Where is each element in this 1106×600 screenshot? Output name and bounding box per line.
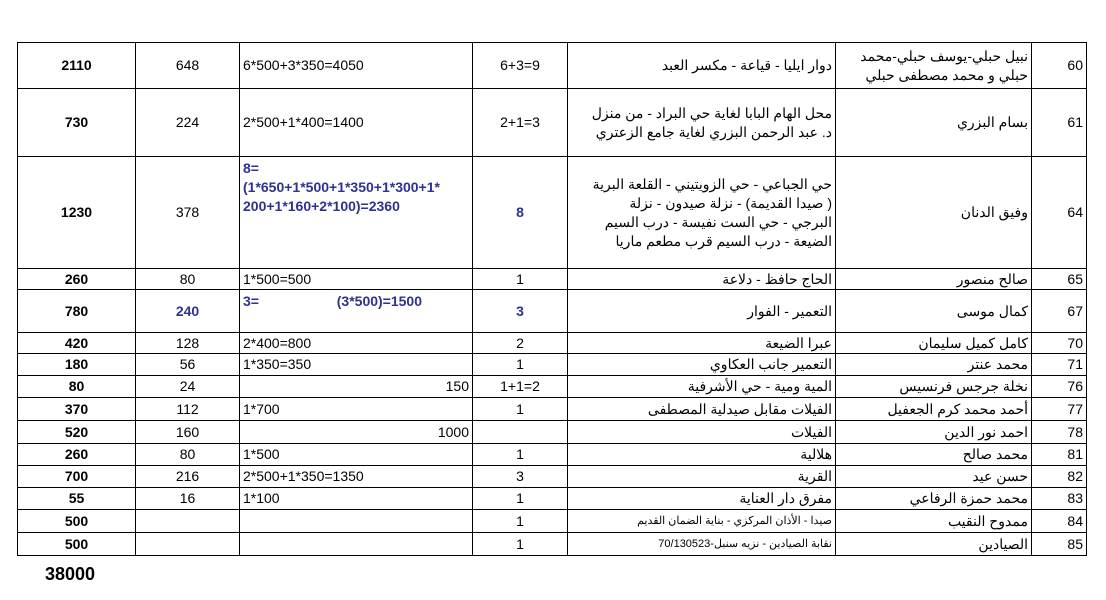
count-cell: 1 [473,354,568,376]
calculation-cell [240,533,473,556]
number-cell: 70 [1032,333,1087,354]
calculation-cell [240,510,473,533]
count-cell: 1 [473,488,568,510]
number-cell: 64 [1032,157,1087,269]
quantity-cell: 24 [136,376,240,398]
grand-total: 38000 [45,564,96,584]
table-row [18,269,1087,290]
count-cell: 1 [473,398,568,421]
calculation-cell: 150 [240,376,473,398]
number-cell: 76 [1032,376,1087,398]
count-cell: 1 [473,510,568,533]
count-cell: 1+1=2 [473,376,568,398]
quantity-cell: 80 [136,269,240,290]
calculation-cell: 1*100 [240,488,473,510]
calculation-cell: 6*500+3*350=4050 [240,43,473,89]
total-cell: 780 [18,290,136,333]
count-cell [473,421,568,444]
count-cell: 1 [473,444,568,466]
table-row [18,398,1087,421]
total-cell: 260 [18,269,136,290]
table-row [18,533,1087,556]
total-cell: 520 [18,421,136,444]
count-cell: 8 [473,157,568,269]
name-cell: أحمد محمد كرم الجعفيل [836,398,1032,421]
calculation-cell: 1*500=500 [240,269,473,290]
name-cell: كمال موسى [836,290,1032,333]
quantity-cell: 128 [136,333,240,354]
calculation-cell: 2*500+1*350=1350 [240,466,473,488]
table-row [18,290,1087,333]
name-cell: صالح منصور [836,269,1032,290]
quantity-cell [136,533,240,556]
location-cell: التعمير - الفوار [568,290,836,333]
total-cell: 1230 [18,157,136,269]
name-cell: محمد حمزة الرفاعي [836,488,1032,510]
quantity-cell: 16 [136,488,240,510]
count-cell: 6+3=9 [473,43,568,89]
calculation-cell: 1*350=350 [240,354,473,376]
quantity-cell: 112 [136,398,240,421]
number-cell: 81 [1032,444,1087,466]
count-cell: 1 [473,533,568,556]
total-cell: 180 [18,354,136,376]
total-cell: 260 [18,444,136,466]
name-cell: وفيق الدنان [836,157,1032,269]
table-row [18,466,1087,488]
total-cell: 55 [18,488,136,510]
table-row [18,157,1087,269]
total-cell: 730 [18,89,136,157]
name-cell: كامل كميل سليمان [836,333,1032,354]
number-cell: 84 [1032,510,1087,533]
number-cell: 60 [1032,43,1087,89]
location-cell: صيدا - الأذان المركزي - بناية الضمان القديم [568,510,836,533]
location-cell: المية ومية - حي الأشرفية [568,376,836,398]
total-cell: 420 [18,333,136,354]
quantity-cell: 224 [136,89,240,157]
calculation-cell: 2*400=800 [240,333,473,354]
table-row [18,89,1087,157]
total-cell: 500 [18,533,136,556]
table-row [18,43,1087,89]
quantity-cell: 56 [136,354,240,376]
calculation-cell: 1*700 [240,398,473,421]
location-cell: دوار ايليا - قياعة - مكسر العبد [568,43,836,89]
name-cell: حسن عيد [836,466,1032,488]
quantity-cell: 648 [136,43,240,89]
quantity-cell: 378 [136,157,240,269]
location-cell: نقابة الصيادين - نزيه سنبل-70/130523 [568,533,836,556]
name-cell: محمد صالح [836,444,1032,466]
calculation-cell: 1*500 [240,444,473,466]
count-cell: 3 [473,466,568,488]
number-cell: 83 [1032,488,1087,510]
table-row [18,333,1087,354]
table-row [18,421,1087,444]
count-cell: 2 [473,333,568,354]
table-row [18,376,1087,398]
total-cell: 80 [18,376,136,398]
location-cell: مفرق دار العناية [568,488,836,510]
name-cell: محمد عنتر [836,354,1032,376]
count-cell: 2+1=3 [473,89,568,157]
name-cell: نخلة جرجس فرنسيس [836,376,1032,398]
total-cell: 500 [18,510,136,533]
table-row [18,354,1087,376]
location-cell: الفيلات [568,421,836,444]
number-cell: 65 [1032,269,1087,290]
number-cell: 77 [1032,398,1087,421]
calculation-cell: 8= (1*650+1*500+1*350+1*300+1* 200+1*160+2*100)=2360 [240,157,473,269]
quantity-cell: 216 [136,466,240,488]
calculation-cell: 1000 [240,421,473,444]
table-row [18,444,1087,466]
calculation-cell: 3= (3*500)=1500 [240,290,473,333]
location-cell: القرية [568,466,836,488]
location-cell: محل الهام البابا لغاية حي البراد - من منزل د. عبد الرحمن البزري لغاية جامع الزعتري [568,89,836,157]
name-cell: نبيل حبلي-يوسف حبلي-محمد حبلي و محمد مصطفى حبلي [836,43,1032,89]
number-cell: 85 [1032,533,1087,556]
name-cell: ممدوح النقيب [836,510,1032,533]
data-table [17,42,1087,556]
total-cell: 2110 [18,43,136,89]
name-cell: الصيادين [836,533,1032,556]
quantity-cell: 80 [136,444,240,466]
number-cell: 67 [1032,290,1087,333]
total-cell: 370 [18,398,136,421]
number-cell: 61 [1032,89,1087,157]
quantity-cell: 160 [136,421,240,444]
location-cell: حي الجباعي - حي الزويتيني - القلعة البرية ( صيدا القديمة) - نزلة صيدون - نزلة البرجي - حي الست نفيسة - درب السيم الضيعة - درب السيم قرب مطعم ماريا [568,157,836,269]
count-cell: 3 [473,290,568,333]
name-cell: بسام البزري [836,89,1032,157]
number-cell: 78 [1032,421,1087,444]
count-cell: 1 [473,269,568,290]
total-cell: 700 [18,466,136,488]
table-row [18,510,1087,533]
number-cell: 82 [1032,466,1087,488]
quantity-cell [136,510,240,533]
table-row [18,488,1087,510]
location-cell: الفيلات مقابل صيدلية المصطفى [568,398,836,421]
location-cell: عبرا الضيعة [568,333,836,354]
quantity-cell: 240 [136,290,240,333]
name-cell: احمد نور الدين [836,421,1032,444]
location-cell: التعمير جانب العكاوي [568,354,836,376]
location-cell: الحاج حافظ - دلاعة [568,269,836,290]
calculation-cell: 2*500+1*400=1400 [240,89,473,157]
number-cell: 71 [1032,354,1087,376]
location-cell: هلالية [568,444,836,466]
